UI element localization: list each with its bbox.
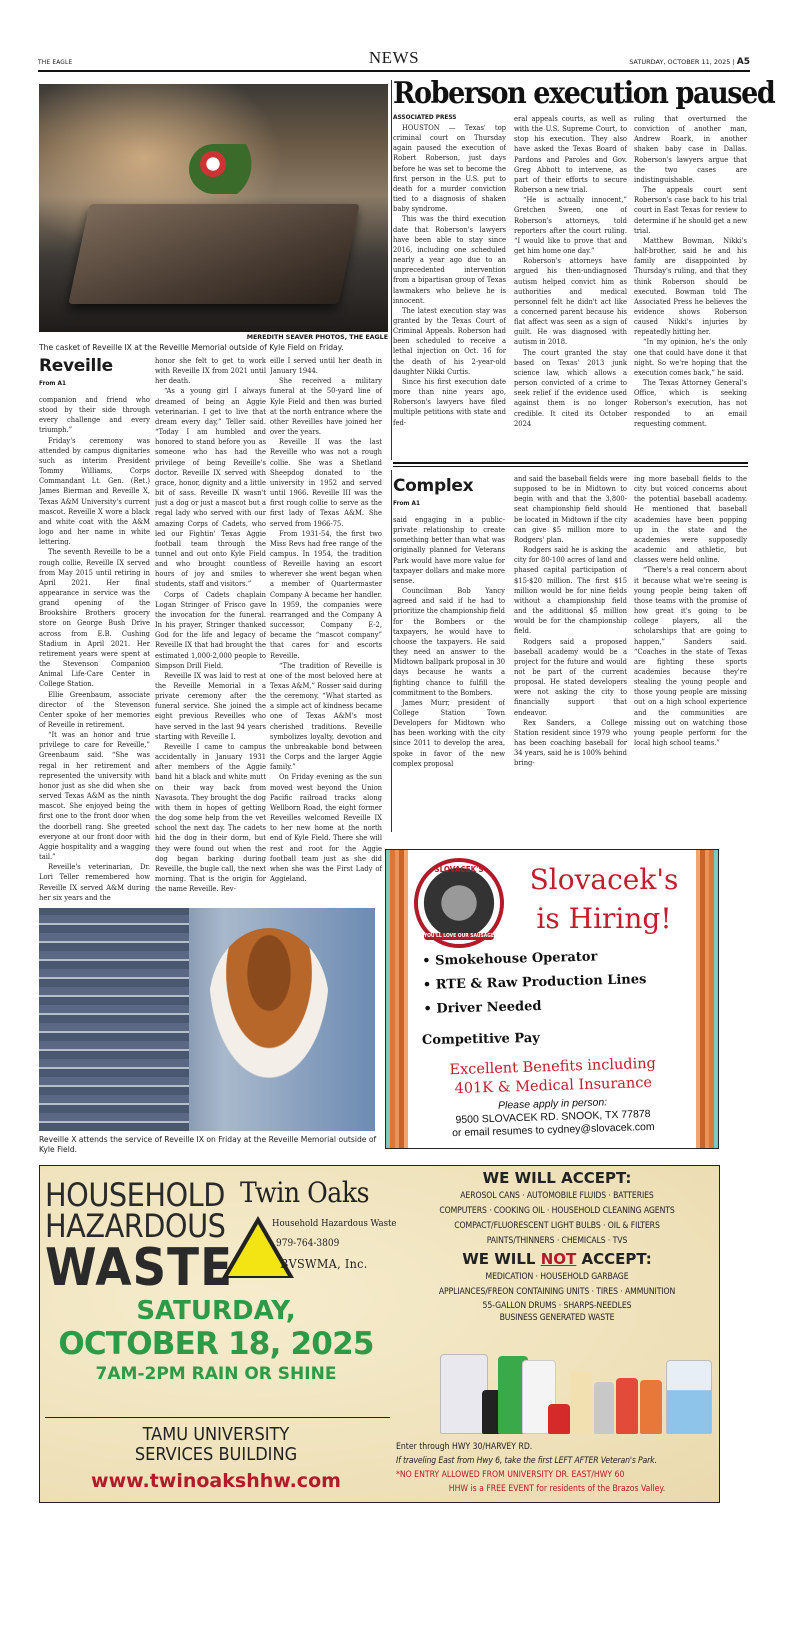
position-label: RTE & Raw Production Lines [435,972,647,993]
date-line: SATURDAY, [136,1296,296,1326]
photo-caption: The casket of Reveille IX at the Reveille Memorial outside of Kyle Field on Friday. [39,343,344,352]
benefits-line: Excellent Benefits including [449,1055,657,1079]
paragraph: “In my opinion, he's the only one that could have done it that night. So we're hoping that the execution comes back,” he said. [634,337,747,377]
website-link[interactable]: www.twinoakshhw.com [91,1470,341,1492]
roberson-col-3 [634,114,747,458]
paragraph: This was the third execution date that Roberson's lawyers have been able to stay since 2016, including one scheduled nearly a year ago due to an unprecedented intervention from a bipartisan group of Texas lawmakers who believe he is innocent. [393,214,506,305]
complex-col-3 [634,474,747,831]
complex-headline: Complex [393,476,474,496]
paragraph: Friday's ceremony was attended by campus dignitaries such as interim President Tommy Williams, Corps Commandant Lt. Gen. (Ret.) James Bierman and Reveille X, Texas A&M University's current mascot. Reveille X wore a black and white coat with the A&M logo and her name in white lettering. [39,435,150,547]
paragraph: “The tradition of Reveille is one of the most beloved here at Texas A&M,” Rosser said during the ceremony. “What started as a simple act of kindness became one of Texas A&M's most cherished traditions. Reveille symbolizes loyalty, devotion and the unbreakable bond between the Corps and the larger Aggie family.” [270,660,382,772]
paragraph: “He is actually innocent,” Gretchen Sween, one of Roberson's attorneys, told reporters after the court ruling. “I would like to prove that and get him home one day.” [514,195,627,256]
column-divider [391,80,392,460]
benefits-text [417,1054,688,1100]
paragraph: Matthew Bowman, Nikki's half-brother, said he and his family are disappointed by Thursday's ruling, and that they think Roberson should be executed. Bowman told The Associated Press he believes the evidence shows Roberson caused Nikki's injuries by repeatedly hitting her. [634,235,747,337]
story-divider [393,462,748,464]
direction-line: HHW is a FREE EVENT for residents of the Brazos Valley. [448,1484,666,1494]
apply-info [417,1094,688,1141]
aerosol-can-graphic [616,1378,638,1434]
paragraph: HOUSTON — Texas' top criminal court on Thursday again paused the execution of Robert Roberson, just days before he was set to become the first person in the U.S. put to death for a murder conviction tied to a diagnosis of shaken baby syndrome. [393,123,506,214]
paragraph: Reveille's veterinarian, Dr. Lori Teller remembered how Reveille IX served A&M during her six years and the [39,862,150,902]
paragraph: Rex Sanders, a College Station resident since 1979 who has been coaching baseball for 34 years, said he is 100% behind bring- [514,717,627,768]
paragraph: From 1931-54, the first two Miss Revs had free range of the campus. In 1954, the tradition of Reveille having an escort wherever she went began when a member of Quartermaster Company A became her handler. In 1959, the companies were rearranged and the Company A successor, Company E-2, became the “mascot company” that cares for and escorts Reveille. [270,528,382,660]
accept-item: COMPACT/FLUORESCENT LIGHT BULBS · OIL & FILTERS [454,1221,660,1231]
aerosol-can-graphic [640,1380,662,1434]
paragraph: “It was an honor and true privilege to care for Reveille,” Greenbaum said. “She was regal in her retirement and represented the university with honor just as she did when she served Texas A&M as the ninth mascot. She enjoyed being the first one to the front door when the doorbell rang. She greeted everyone at our front door with Aggie hospitality and a wagging tail.” [39,730,150,862]
products-image [440,1338,720,1434]
paragraph: Roberson's attorneys have argued his then-undiagnosed autism helped convict him as authorities and medical personnel felt he didn't act like a concerned parent because his flat affect was seen as a sign of guilt. He was diagnosed with autism in 2018. [514,256,627,347]
hazard-triangle-icon [228,1224,288,1276]
paragraph: ing more baseball fields to the city but voiced concerns about the potential baseball academy. He mentioned that baseball academies have been popping up in the state and the academies were supposedly academic and athletic, but classes were held online. [634,474,747,565]
section-title: NEWS [368,48,420,67]
paragraph: The seventh Reveille to be a rough collie, Reveille IX served from May 2015 until retiring in April 2021. Her final appearance in service was the grand opening of the Brookshire Brothers grocery store on George Bush Drive across from E.B. Cushing Stadium in April 2021. Her retirement years were spent at the Stevenson Companion Animal Life-Care Center in College Station. [39,547,150,689]
divider [45,1417,390,1418]
not-accept-item: APPLIANCES/FREON CONTAINING UNITS · TIRES · AMMUNITION [438,1287,676,1297]
reveille-col-2 [155,356,266,906]
issue-date: SATURDAY, OCTOBER 11, 2025 [629,58,731,66]
date-line: OCTOBER 18, 2025 [58,1326,374,1362]
paragraph: Reveille IX was laid to rest at the Reveille Memorial in a private ceremony after the funeral service. She joined the eight previous Reveilles who have served in the last 94 years starting with Reveille I. [155,670,266,741]
reveille-headline: Reveille [39,356,113,376]
accept-heading: WE WILL ACCEPT: [482,1169,632,1187]
paragraph: said engaging in a public-private relationship to create something better than what was originally planned for Veterans Park would have more value for taxpayer dollars and make more sense. [393,515,505,585]
roberson-headline: Roberson execution paused [393,76,775,111]
paragraph: On Friday evening as the sun moved west beyond the Union Pacific railroad tracks along Wellborn Road, the eight former Reveilles welcomed Reveille IX to her new home at the north end of Kyle Field. There she will rest and root for the Aggie football team just as she did when she was the First Lady of Aggieland. [270,772,382,883]
heading-part: WE WILL [462,1250,541,1268]
position-item: • RTE & Raw Production Lines [422,972,647,993]
ad-title-line: is Hiring! [536,902,672,935]
address: 9500 SLOVACEK RD. SNOOK, TX 77878 [455,1107,651,1127]
paragraph: ruling that overturned the conviction of another man, Andrew Roark, in another shaken baby case in Dallas. Roberson's lawyers argue that the two cases are indistinguishable. [634,114,747,184]
casket-graphic [68,204,359,304]
jug-graphic [440,1354,488,1434]
column-divider [391,470,392,832]
paragraph: eille I served until her death in January 1944. [270,356,382,376]
story-divider [393,466,748,467]
accepted-items [396,1166,718,1324]
location-line: SERVICES BUILDING [134,1444,298,1465]
separator: | [732,58,735,66]
direction-line: Enter through HWY 30/HARVEY RD. [396,1442,533,1452]
bottle-graphic [570,1372,592,1434]
paragraph: and said the baseball fields were supposed to be in Midtown to begin with and that the 3,800-seat championship field should be located in Midtown if the city can give $5 million more to Rodgers' plan. [514,474,627,544]
not-accept-item: 55-GALLON DRUMS · SHARPS-NEEDLES [482,1301,632,1311]
brand-subtitle: Household Hazardous Waste [272,1218,397,1229]
paragraph: companion and friend who stood by their side through every challenge and every triumph.” [39,395,150,435]
roberson-col-2 [514,114,627,458]
paragraph: Rodgers said a proposed baseball academy would be a project for the future and would not be part of the current proposal. He stated developers were not asking the city to financially support that endeavor. [514,636,627,717]
paragraph: The latest execution stay was granted by the Texas Court of Criminal Appeals. Roberson had been scheduled to receive a lethal injection on Oct. 16 for the death of his 2-year-old daughter Nikki Curtis. [393,305,506,376]
paragraph: eral appeals courts, as well as with the U.S. Supreme Court, to stop his execution. They also have asked the Texas Board of Pardons and Paroles and Gov. Greg Abbott to intervene, as part of their efforts to secure Roberson a new trial. [514,114,627,195]
accept-item: AEROSOL CANS · AUTOMOBILE FLUIDS · BATTERIES [460,1191,654,1201]
org-name: BVSWMA, Inc. [280,1256,368,1271]
paragraph: Rodgers said he is asking the city for 80-100 acres of land and phased capital participation of $15-$20 million. The first $15 million would be for nine fields without a championship field and the additional $5 million would be for the championship field. [514,545,627,636]
paragraph: honor she felt to get to work with Reveille IX from 2021 until her death. [155,356,266,386]
bench-graphic [39,908,189,1131]
pay-text: Competitive Pay [421,1030,540,1049]
position-item: • Driver Needed [423,998,542,1017]
aerosol-can-graphic [594,1382,614,1434]
paragraph: The court granted the stay based on Texas' 2013 junk science law, which allows a person convicted of a crime to seek relief if the evidence used against them is no longer credible. It cited its October 2024 [514,347,627,428]
positions-list [422,944,647,1022]
reveille-jump-from: From A1 [39,381,67,387]
accept-item: PAINTS/THINNERS · CHEMICALS · TVS [486,1236,628,1246]
jug-graphic [666,1360,712,1434]
paragraph: “There's a real concern about it because what we're seeing is young people being taken off those teams with the promise of how great it's going to be college players, all the scholarships that are going to happen,” Sanders said. “Coaches in the state of Texas are fighting these sports academies because they're stealing the young people and those young people are missing out on a high school experience and the communities are missing out on watching those young people perform for the local high school teams.” [634,565,747,748]
position-item: • Smokehouse Operator [422,949,598,969]
hhw-title [45,1176,234,1298]
logo-name: SLOVACEK'S [434,865,484,874]
ad-title-line: Slovacek's [529,863,679,896]
roberson-col-1 [393,123,506,458]
time-line: 7AM-2PM RAIN OR SHINE [95,1364,337,1384]
paragraph: The appeals court sent Roberson's case back to his trial court in East Texas for review to determine if he should get a new trial. [634,185,747,235]
box-graphic [548,1404,570,1434]
paragraph: “As a young girl I always dreamed of being an Aggie veterinarian. I get to live that dream every day,” Teller said. “Today I am humbled and honored to stand before you as someone who has had the privilege of being Reveille's doctor. Reveille IX served with grace, honor, dignity and a little bit of sass. Reveille IX wasn't just a dog or just a mascot but a regal lady who served with our amazing Corps of Cadets, who led our Fightin' Texas Aggie football team through the tunnel and out onto Kyle Field and who brought countless hours of joy and smiles to students, staff and visitors.” [155,386,266,589]
ad-title [512,860,696,938]
paragraph: She received a military funeral at the 50-yard line of Kyle Field and then was buried at the north entrance where the other Reveilles have joined her over the years. [270,376,382,437]
paragraph: The Texas Attorney General's Office, which is seeking Roberson's execution, has not responded to an email requesting comment. [634,378,747,428]
paper-name: THE EAGLE [38,58,73,66]
slovacek-hiring-ad[interactable] [385,849,719,1149]
page-number: A5 [736,57,750,67]
title-line: HAZARDOUS [45,1207,226,1245]
photo-caption: Reveille X attends the service of Reveille IX on Friday at the Reveille Memorial outside of Kyle Field. [39,1135,377,1154]
email-line[interactable]: or email resumes to cydney@slovacek.com [451,1120,655,1140]
masthead [38,46,750,72]
not-accept-item: BUSINESS GENERATED WASTE [499,1313,615,1323]
phone-number: 979-764-3809 [276,1238,340,1249]
casket-photo [39,84,388,332]
hhw-event-ad[interactable] [39,1165,720,1503]
paragraph: James Murr, president of College Station Town Developers for Midtown who has been working with the city since 2011 to develop the area, spoke in favor of the new complex proposal [393,697,505,768]
logo-tagline: YOU'LL LOVE OUR SAUSAGE [424,933,494,939]
collie-graphic [209,928,329,1078]
position-label: Driver Needed [436,998,542,1017]
reveille-x-photo [39,908,375,1131]
event-date [40,1296,392,1386]
paragraph: Reveille I came to campus accidentally in January 1931 after members of the Aggie band hit a black and white mutt on their way back from Navasota. They brought the dog with them in hopes of getting the dog some help from the vet school the next day. The cadets hid the dog in their dorm, but they were found out when the dog began barking during Reveille, the bugle call, the next morning. That is the origin for the name Reveille. Rev- [155,741,266,894]
benefits-line: 401K & Medical Insurance [454,1074,653,1098]
complex-jump-from: From A1 [393,501,421,507]
title-line: HOUSEHOLD [45,1176,225,1214]
stripe-decoration [696,850,718,1148]
position-label: Smokehouse Operator [434,949,598,969]
reveille-col-1 [39,395,150,905]
title-line: WASTE [45,1238,234,1298]
twin-oaks-brand: Twin Oaks [240,1176,369,1209]
paragraph: Since his first execution date more than nine years ago, Roberson's lawyers have filed multiple petitions with state and fed- [393,376,506,427]
paragraph: Ellie Greenbaum, associate director of the Stevenson Center spoke of her memories of Reveille in retirement. [39,689,150,729]
apply-label: Please apply in person: [497,1096,608,1112]
not-accept-heading [396,1249,718,1270]
heading-part: ACCEPT: [576,1250,652,1268]
accept-item: COMPUTERS · COOKING OIL · HOUSEHOLD CLEANING AGENTS [439,1206,675,1216]
not-accept-item: MEDICATION · HOUSEHOLD GARBAGE [485,1272,629,1282]
complex-col-1 [393,515,505,831]
event-location [40,1425,392,1465]
reveille-col-3 [270,356,382,906]
direction-line: *NO ENTRY ALLOWED FROM UNIVERSITY DR. EAST/HWY 60 [396,1470,625,1480]
directions [396,1440,718,1496]
direction-line: If traveling East from Hwy 6, take the first LEFT AFTER Veteran's Park. [396,1456,657,1466]
flowers-graphic [189,144,269,194]
roberson-byline: ASSOCIATED PRESS [393,115,457,121]
slovacek-logo [414,858,504,948]
issue-info [629,57,750,67]
paragraph: Corps of Cadets chaplain Logan Stringer of Frisco gave the invocation for the funeral. In his prayer, Stringer thanked God for the life and legacy of Reveille IX that had brought the estimated 1,000-2,000 people to Simpson Drill Field. [155,589,266,670]
paragraph: Councilman Bob Yancy agreed and said if he had to prioritize the championship field for the Bombers or the taxpayers, he would have to choose the taxpayers. He said they need an answer to the Midtown ballpark proposal in 30 days because he wants a fighting chance to fulfill the commitment to the Bombers. [393,586,505,697]
photo-credit: MEREDITH SEAVER PHOTOS, THE EAGLE [246,334,388,341]
complex-col-2 [514,474,627,831]
paragraph: Reveille II was the last Reveille who was not a rough collie. She was a Shetland Sheepdog donated to the university in 1952 and served until 1966. Reveille III was the first rough collie to serve as the first lady of Texas A&M. She served from 1966-75. [270,437,382,528]
stripe-decoration [386,850,408,1148]
heading-not: NOT [540,1250,577,1268]
location-line: TAMU UNIVERSITY [142,1424,290,1445]
